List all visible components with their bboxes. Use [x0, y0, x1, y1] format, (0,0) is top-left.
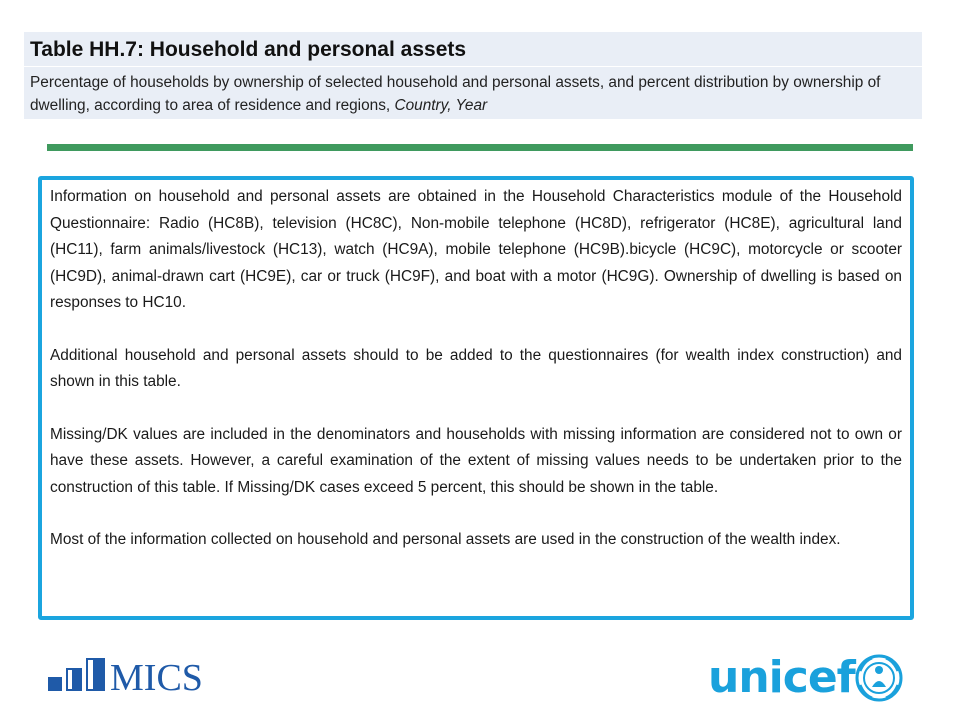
mics-bars-icon [46, 655, 236, 695]
mics-logo [46, 655, 236, 695]
unicef-emblem-icon [854, 653, 904, 703]
mics-logo-text: MICS [110, 657, 203, 695]
subtitle-bar [24, 67, 922, 119]
unicef-logo [708, 650, 918, 706]
info-paragraph-3: Missing/DK values are included in the denominators and households with missing information are considered not to own or have these assets. However, a careful examination of the extent of missing values needs to be undertaken prior to the construction of this table. If Missing/DK cases exceed 5 percent, this should be shown in the table. [50, 425, 902, 496]
page-title: Table HH.7: Household and personal assets [30, 38, 467, 61]
title-bar [24, 32, 922, 66]
green-divider [47, 144, 913, 151]
subtitle-italic: Country, Year [394, 97, 488, 114]
info-paragraph-4: Most of the information collected on household and personal assets are used in the construction of the wealth index. [50, 531, 841, 548]
info-box [38, 176, 914, 620]
page-subtitle [24, 67, 922, 117]
subtitle-text: Percentage of households by ownership of selected household and personal assets, and percent distribution by ownership of dwelling, according to area of residence and regions, [30, 74, 881, 114]
info-paragraph-1: Information on household and personal assets are obtained in the Household Characteristics module of the Household Questionnaire: Radio (HC8B), television (HC8C), Non-mobile telephone (HC8D), refrigerator (HC8E), agricultural land (HC11), farm animals/livestock (HC13), watch (HC9A), mobile telephone (HC9B).bicycle (HC9C), motorcycle or scooter (HC9D), animal-drawn cart (HC9E), car or truck (HC9F), and boat with a motor (HC9G). Ownership of dwelling is based on responses to HC10. [50, 188, 902, 311]
info-paragraph-2: Additional household and personal assets should to be added to the questionnaires (for wealth index construction) and shown in this table. [50, 346, 902, 390]
unicef-wordmark: unicef [708, 652, 855, 703]
